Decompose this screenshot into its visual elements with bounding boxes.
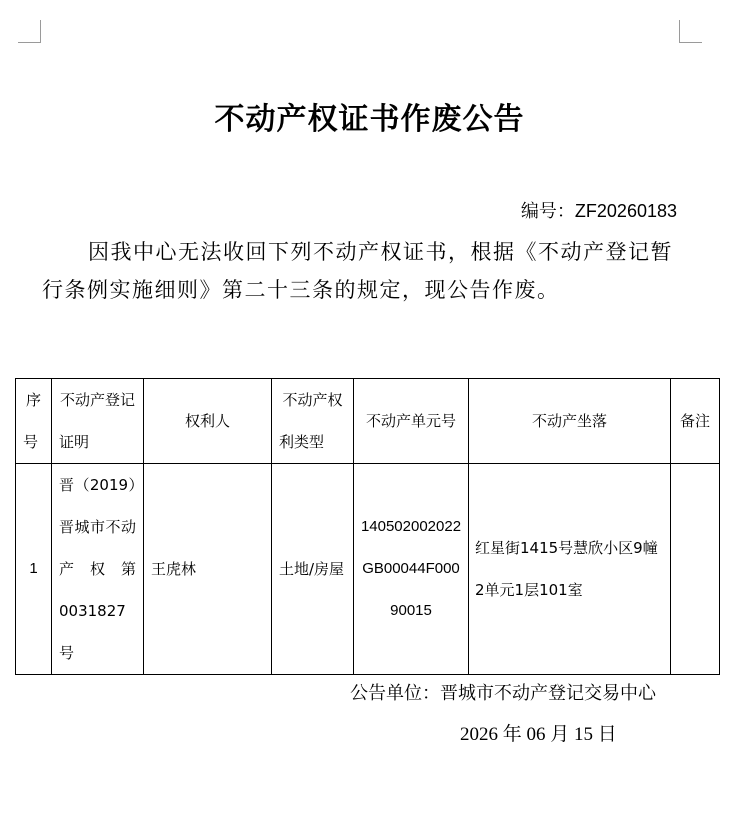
cell-remark: [671, 464, 720, 675]
announcement-paragraph: 因我中心无法收回下列不动产权证书，根据《不动产登记暂行条例实施细则》第二十三条的规定，现公告作废。: [42, 240, 673, 302]
header-location: 不动产坐落: [469, 379, 671, 464]
header-remark: 备注: [671, 379, 720, 464]
document-number: [521, 197, 677, 223]
page-corner-mark-top-right: [679, 20, 702, 43]
document-number-value: ZF20260183: [574, 201, 677, 221]
cell-holder: 王虎林: [144, 464, 272, 675]
certificate-table: [15, 378, 720, 675]
document-title: 不动产权证书作废公告: [214, 102, 525, 137]
cell-certificate: 晋（2019）晋城市不动产权第0031827号: [52, 464, 144, 675]
header-unit-no: 不动产单元号: [354, 379, 469, 464]
issuing-unit: 公告单位：晋城市不动产登记交易中心: [350, 683, 656, 704]
header-right-type: 不动产权利类型: [272, 379, 354, 464]
document-number-label: 编号：: [520, 201, 575, 222]
table-row: [16, 464, 720, 675]
header-holder: 权利人: [144, 379, 272, 464]
cell-unit-no: 140502002022GB00044F00090015: [354, 464, 469, 675]
cell-right-type: 土地/房屋: [272, 464, 354, 675]
table-header-row: [16, 379, 720, 464]
cell-location: 红星街1415号慧欣小区9幢2单元1层101室: [469, 464, 671, 675]
cell-index: 1: [16, 464, 52, 675]
header-certificate: 不动产登记证明: [52, 379, 144, 464]
issue-date: 2026 年 06 月 15 日: [460, 724, 617, 745]
page-corner-mark-top-left: [18, 20, 41, 43]
header-index: 序号: [16, 379, 52, 464]
